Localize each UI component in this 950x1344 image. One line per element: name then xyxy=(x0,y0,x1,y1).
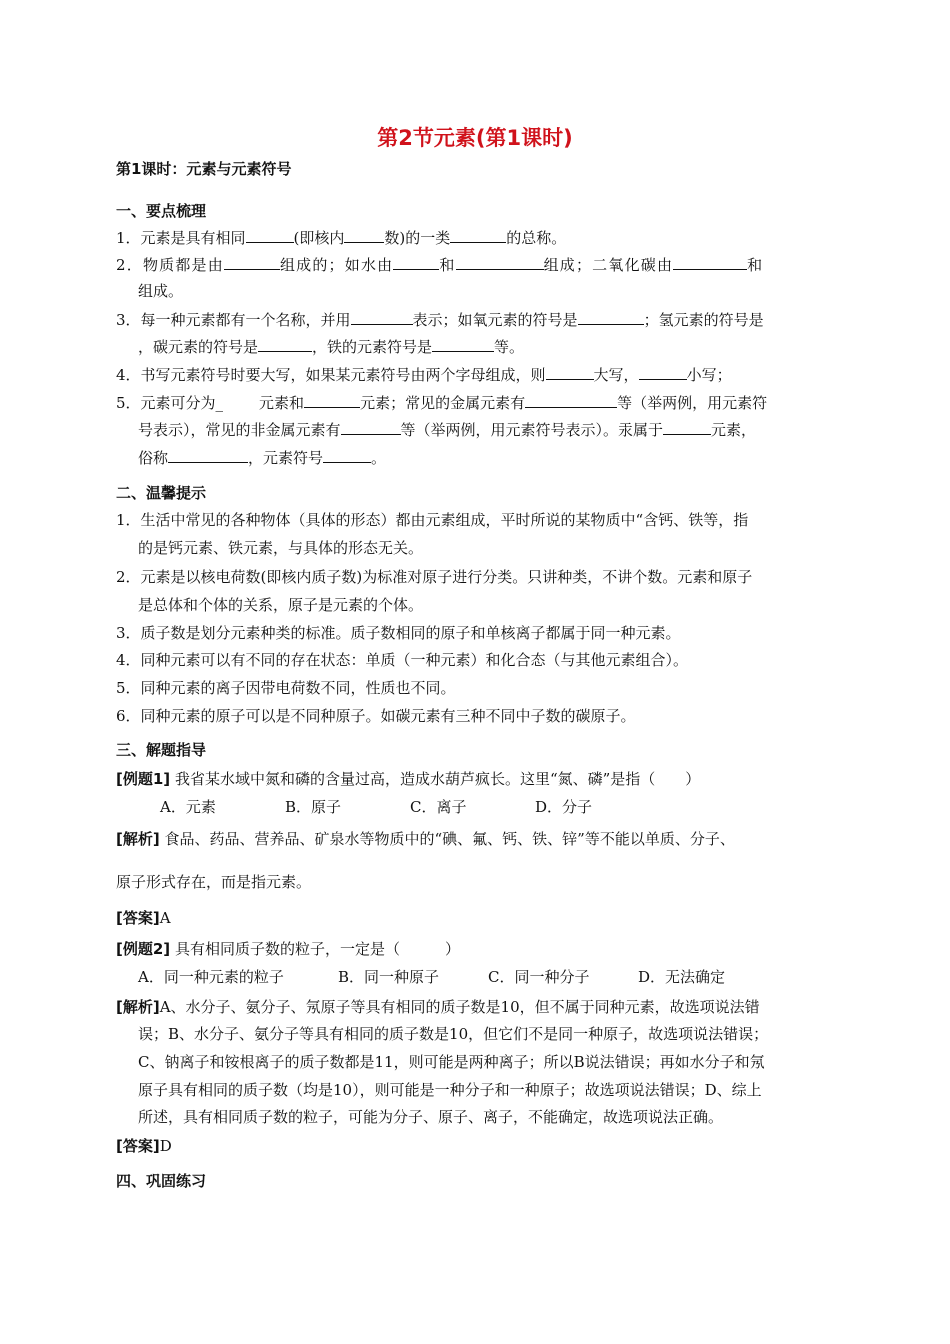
point-5 xyxy=(116,392,846,413)
point-text: 3．每一种元素都有一个名称，并用 xyxy=(116,311,351,329)
blank[interactable] xyxy=(393,254,439,270)
point-text: 元素；常见的金属元素有 xyxy=(360,394,526,412)
analysis-tag: [解析] xyxy=(116,830,160,848)
point-3-cont xyxy=(138,336,868,357)
tip-line: 1．生活中常见的各种物体（具体的形态）都由元素组成，平时所说的某物质中“含钙、铁等，指 xyxy=(116,511,749,529)
blank[interactable] xyxy=(450,227,506,243)
blank[interactable] xyxy=(168,447,248,463)
blank[interactable] xyxy=(246,227,294,243)
blank[interactable] xyxy=(344,227,384,243)
page-title: 第2节元素(第1课时) xyxy=(377,126,573,150)
example-1-analysis xyxy=(116,829,846,849)
point-text: 。 xyxy=(371,449,387,467)
example-2-analysis-cont: C、钠离子和铵根离子的质子数都是11，则可能是两种离子；所以B说法错误；再如水分子和氖 xyxy=(138,1053,765,1071)
point-text: 1．元素是具有相同 xyxy=(116,229,246,247)
lesson-subtitle: 第1课时：元素与元素符号 xyxy=(116,160,292,178)
example-tag: [例题2] xyxy=(116,940,171,958)
example-2-analysis xyxy=(116,997,846,1017)
blank[interactable] xyxy=(578,309,644,325)
blank[interactable] xyxy=(525,392,617,408)
tip-line: 5．同种元素的离子因带电荷数不同，性质也不同。 xyxy=(116,679,456,697)
tip-line: 3．质子数是划分元素种类的标准。质子数相同的原子和单核离子都属于同一种元素。 xyxy=(116,624,681,642)
section-heading-key-points: 一、要点梳理 xyxy=(116,202,207,220)
point-text: ，元素符号 xyxy=(248,449,324,467)
blank[interactable] xyxy=(224,254,280,270)
point-text: 俗称 xyxy=(138,449,169,467)
tip-line: 2．元素是以核电荷数(即核内质子数)为标准对原子进行分类。只讲种类，不讲个数。元素和原子 xyxy=(116,568,753,586)
option-c[interactable]: C．离子 xyxy=(410,798,467,816)
option-a[interactable]: A．同一种元素的粒子 xyxy=(138,968,284,986)
example-tag: [例题1] xyxy=(116,770,171,788)
example-1-question xyxy=(116,769,846,789)
option-a[interactable]: A．元素 xyxy=(160,798,216,816)
point-4 xyxy=(116,364,846,385)
point-1 xyxy=(116,227,846,248)
point-text: 等（举两例，用元素符 xyxy=(617,394,768,412)
answer-value: D xyxy=(159,1137,172,1155)
answer-tag: [答案] xyxy=(116,909,160,927)
point-text: ；氢元素的符号是 xyxy=(643,311,764,329)
point-text: ，铁的元素符号是 xyxy=(312,338,433,356)
blank[interactable] xyxy=(673,254,747,270)
question-text: 具有相同质子数的粒子，一定是（ ） xyxy=(174,940,460,958)
analysis-tag: [解析] xyxy=(116,998,160,1016)
example-2-answer xyxy=(116,1136,846,1156)
analysis-text: A、水分子、氨分子、氖原子等具有相同的质子数是10，但不属于同种元素，故选项说法错 xyxy=(159,998,760,1016)
point-text: 组成的；如水由 xyxy=(279,256,394,274)
example-1-analysis-cont: 原子形式存在，而是指元素。 xyxy=(116,873,312,891)
tip-line: 6．同种元素的原子可以是不同种原子。如碳元素有三种不同中子数的碳原子。 xyxy=(116,707,636,725)
option-d[interactable]: D．无法确定 xyxy=(638,968,726,986)
example-2-analysis-cont: 误；B、水分子、氨分子等具有相同的质子数是10，但它们不是同一种原子，故选项说法错误； xyxy=(138,1025,769,1043)
example-2-question xyxy=(116,939,846,959)
point-text: (即核内 xyxy=(293,229,345,247)
point-text: 数)的一类 xyxy=(384,229,451,247)
point-text: 元素， xyxy=(711,421,757,439)
analysis-text: 食品、药品、营养品、矿泉水等物质中的“碘、氟、钙、铁、锌”等不能以单质、分子、 xyxy=(164,830,735,848)
blank[interactable] xyxy=(341,419,401,435)
section-heading-practice: 四、巩固练习 xyxy=(116,1172,207,1190)
blank[interactable] xyxy=(258,336,312,352)
point-text: 2．物质都是由 xyxy=(116,256,224,274)
point-text: 等。 xyxy=(494,338,525,356)
point-text: 元素和 xyxy=(259,394,305,412)
point-3 xyxy=(116,309,846,330)
tip-line: 是总体和个体的关系，原子是元素的个体。 xyxy=(138,596,424,614)
point-text: 组成；二氧化碳由 xyxy=(543,256,674,274)
point-2 xyxy=(116,254,846,275)
blank[interactable] xyxy=(351,309,413,325)
blank[interactable] xyxy=(304,392,360,408)
point-text: 小写； xyxy=(686,366,732,384)
blank[interactable] xyxy=(546,364,594,380)
point-text: 和 xyxy=(747,256,764,274)
answer-tag: [答案] xyxy=(116,1137,160,1155)
example-2-analysis-cont: 所述，具有相同质子数的粒子，可能为分子、原子、离子，不能确定，故选项说法正确。 xyxy=(138,1108,724,1126)
example-1-options xyxy=(160,797,890,817)
point-2-cont: 组成。 xyxy=(138,282,184,300)
example-1-answer xyxy=(116,908,846,928)
answer-value: A xyxy=(159,909,171,927)
point-text: 表示；如氧元素的符号是 xyxy=(412,311,578,329)
option-b[interactable]: B．同一种原子 xyxy=(338,968,440,986)
tip-line: 的是钙元素、铁元素，与具体的形态无关。 xyxy=(138,539,424,557)
blank[interactable] xyxy=(456,254,544,270)
option-d[interactable]: D．分子 xyxy=(535,798,593,816)
section-heading-tips: 二、温馨提示 xyxy=(116,484,207,502)
option-b[interactable]: B．原子 xyxy=(285,798,342,816)
point-text: 5．元素可分为_ xyxy=(116,394,224,412)
point-text: ，碳元素的符号是 xyxy=(138,338,259,356)
blank[interactable] xyxy=(663,419,711,435)
point-text: 4．书写元素符号时要大写，如果某元素符号由两个字母组成，则 xyxy=(116,366,546,384)
question-text: 我省某水域中氮和磷的含量过高，造成水葫芦疯长。这里“氮、磷”是指（ ） xyxy=(174,770,701,788)
blank[interactable] xyxy=(432,336,494,352)
example-2-analysis-cont: 原子具有相同的质子数（均是10），则可能是一种分子和一种原子；故选项说法错误；D、综上 xyxy=(138,1081,762,1099)
option-c[interactable]: C．同一种分子 xyxy=(488,968,590,986)
example-2-options xyxy=(138,967,868,987)
point-5-cont xyxy=(138,419,868,440)
point-5-cont2 xyxy=(138,447,868,468)
section-heading-guidance: 三、解题指导 xyxy=(116,741,207,759)
point-text: 等（举两例，用元素符号表示）。汞属于 xyxy=(400,421,664,439)
point-text: 和 xyxy=(439,256,456,274)
blank[interactable] xyxy=(323,447,371,463)
tip-line: 4．同种元素可以有不同的存在状态：单质（一种元素）和化合态（与其他元素组合）。 xyxy=(116,651,689,669)
blank[interactable] xyxy=(639,364,687,380)
point-text: 的总称。 xyxy=(506,229,567,247)
point-text: 大写， xyxy=(593,366,639,384)
point-text: 号表示），常见的非金属元素有 xyxy=(138,421,341,439)
